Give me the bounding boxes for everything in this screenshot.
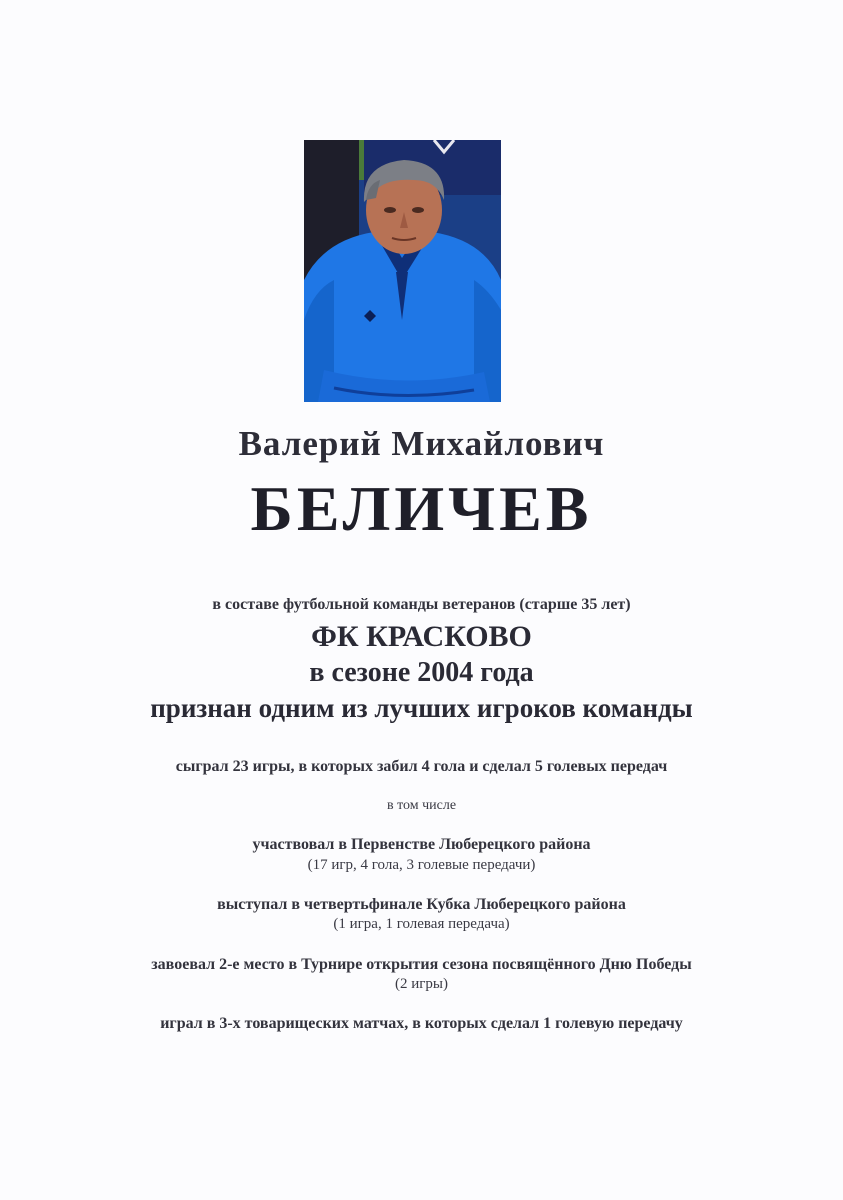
achievement-detail: (2 игры)	[395, 976, 448, 992]
season-summary: сыграл 23 игры, в которых забил 4 гола и сделал 5 голевых передач	[175, 758, 668, 775]
achievement-title: завоевал 2-е место в Турнире открытия сезона посвящённого Дню Победы	[151, 956, 692, 973]
achievement-detail: (1 игра, 1 голевая передача)	[333, 916, 510, 932]
achievement-title: участвовал в Первенстве Люберецкого района	[252, 836, 591, 853]
including-label: в том числе	[386, 798, 457, 813]
team-intro: в составе футбольной команды ветеранов (старше 35 лет)	[212, 596, 631, 613]
person-given-name: Валерий Михайлович	[238, 424, 605, 463]
person-surname: БЕЛИЧЕВ	[250, 473, 593, 544]
season-line: в сезоне 2004 года	[309, 657, 534, 688]
award-line: признан одним из лучших игроков команды	[150, 693, 693, 723]
achievement-title: играл в 3-х товарищеских матчах, в которых сделал 1 голевую передачу	[160, 1015, 683, 1032]
achievement-title: выступал в четвертьфинале Кубка Люберецкого района	[217, 896, 626, 913]
achievement-detail: (17 игр, 4 гола, 3 голевые передачи)	[307, 857, 536, 873]
club-name: ФК КРАСКОВО	[311, 620, 532, 653]
portrait-photo	[304, 140, 501, 402]
